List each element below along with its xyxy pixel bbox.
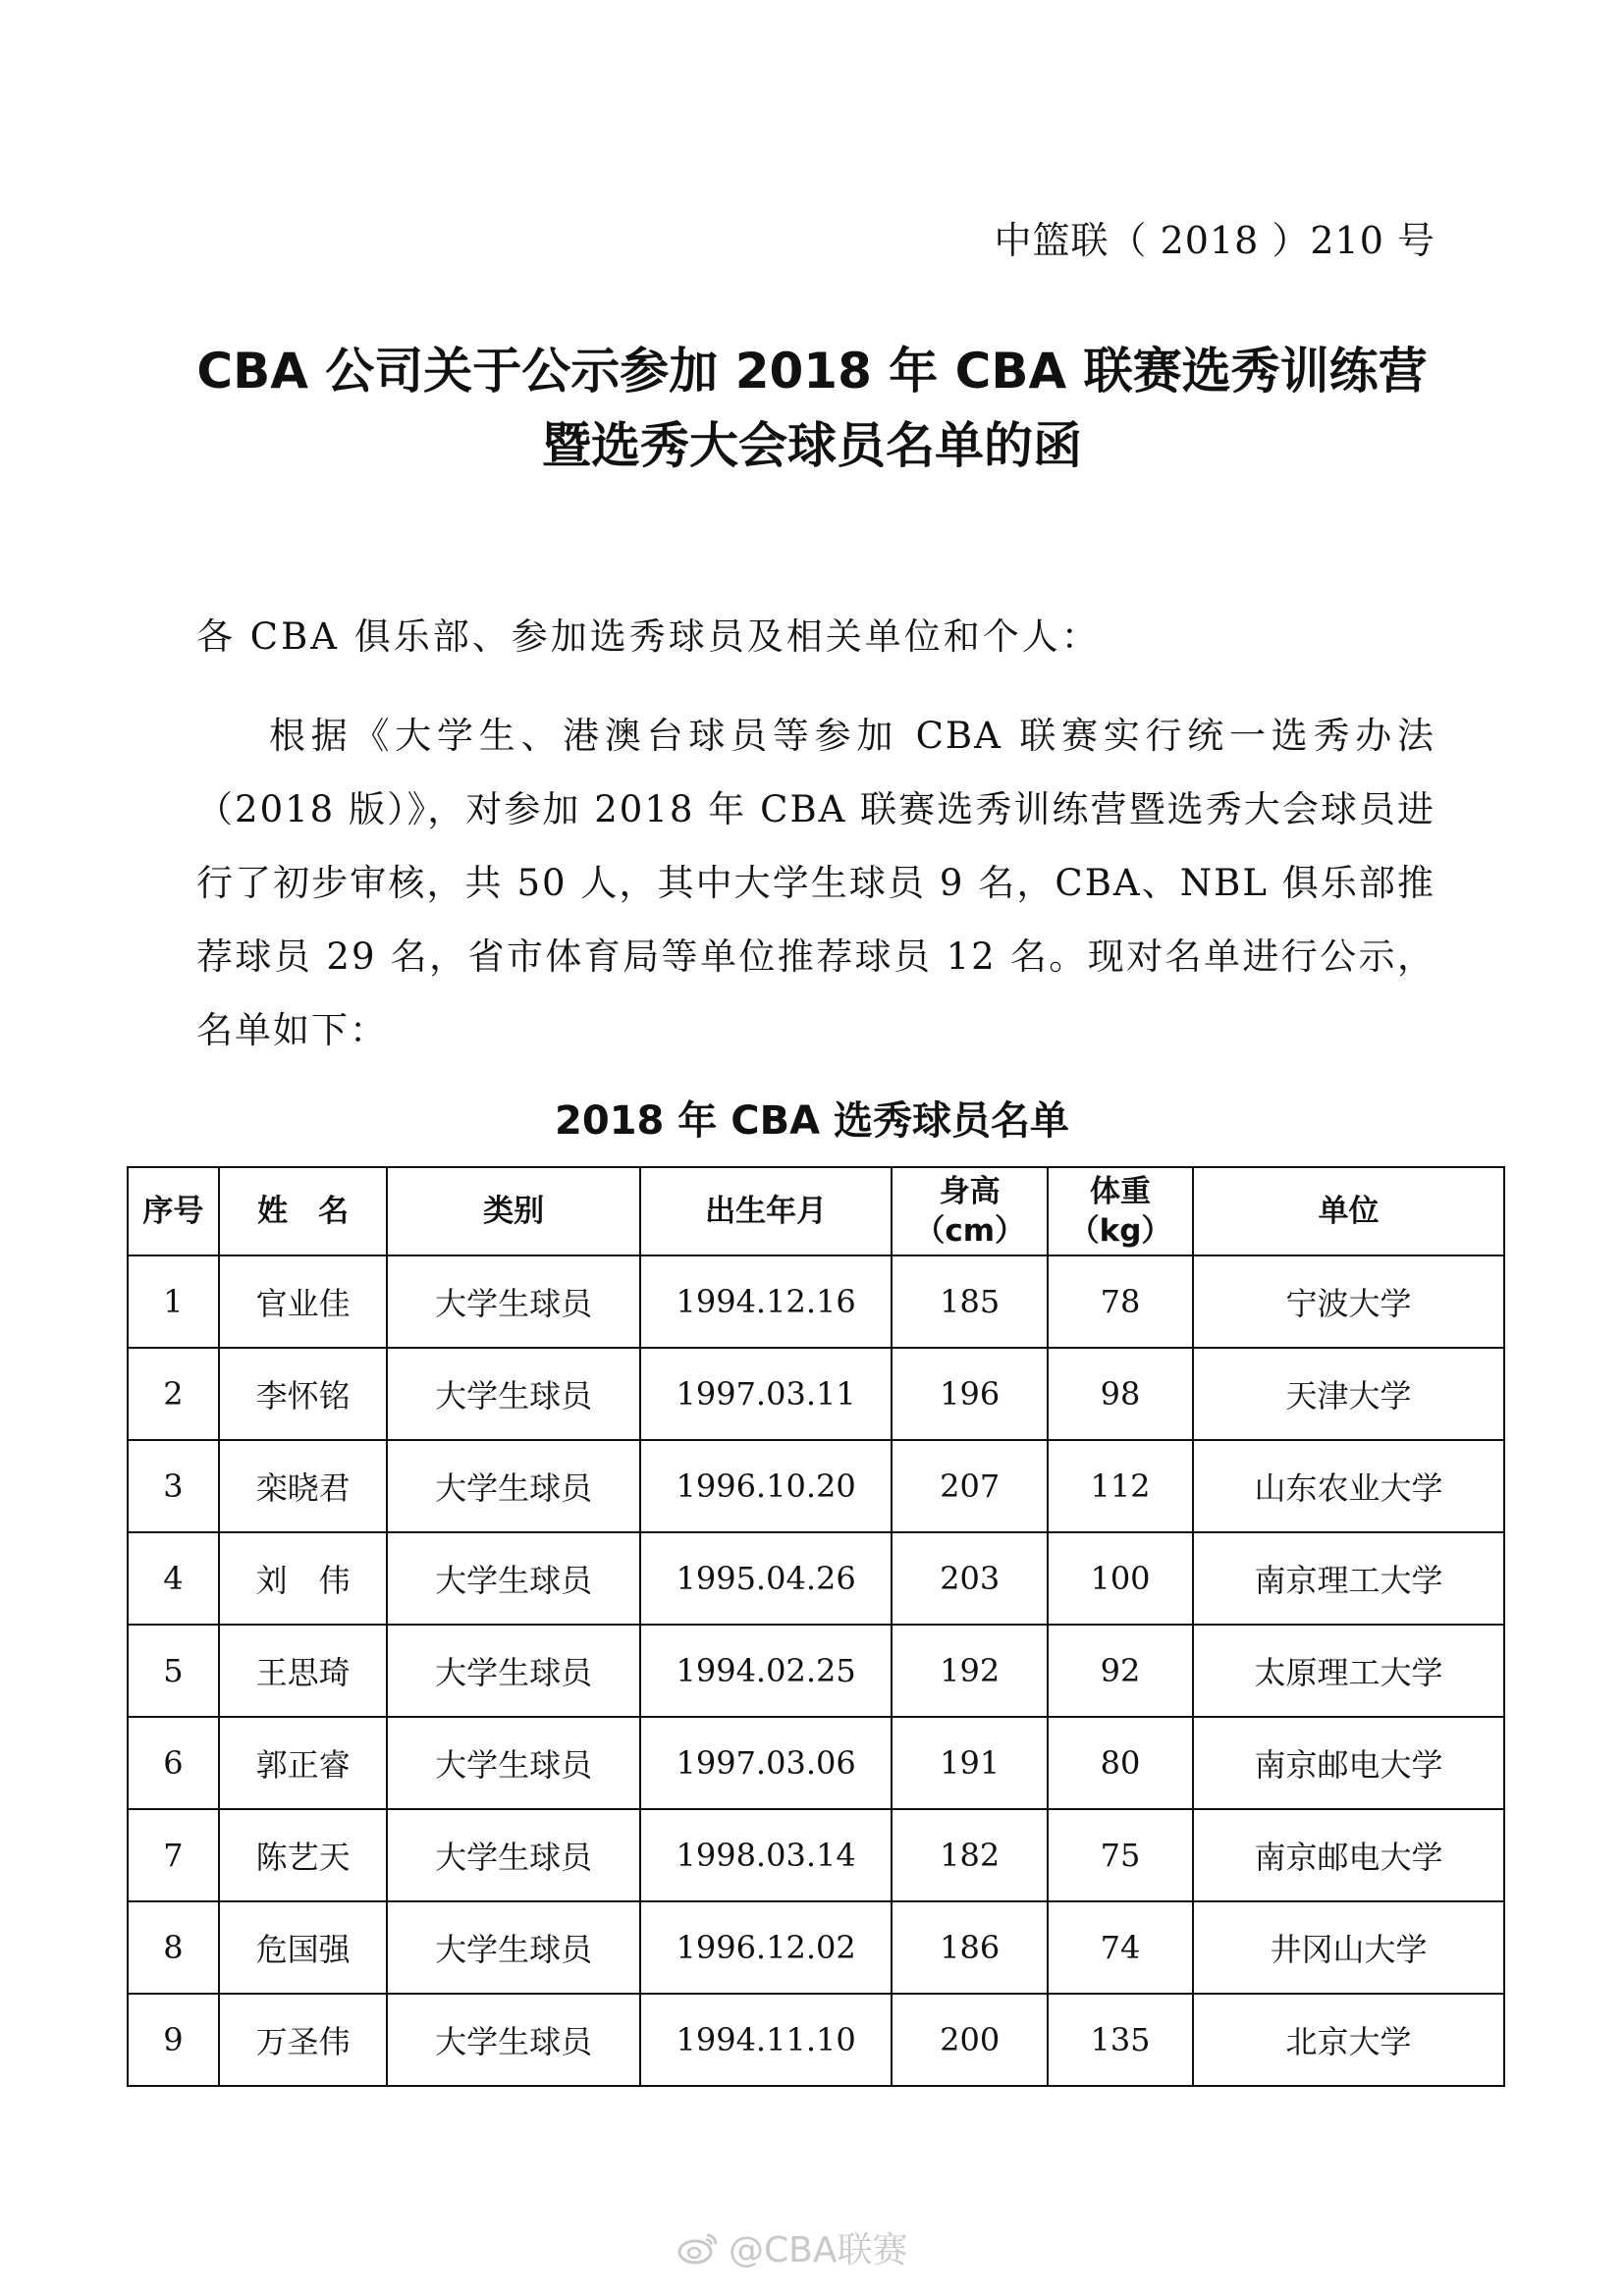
header-unit: 单位 [1193, 1167, 1504, 1255]
cell-index: 1 [128, 1255, 219, 1348]
cell-height: 207 [892, 1440, 1048, 1532]
cell-height: 185 [892, 1255, 1048, 1348]
cell-birthdate: 1998.03.14 [640, 1809, 892, 1901]
cell-name: 栾晓君 [219, 1440, 388, 1532]
weibo-icon [677, 2231, 719, 2265]
table-row [128, 1348, 1504, 1440]
header-category: 类别 [387, 1167, 639, 1255]
cell-index: 8 [128, 1901, 219, 1994]
cell-category: 大学生球员 [387, 1717, 639, 1809]
cell-unit: 南京理工大学 [1193, 1532, 1504, 1625]
cell-unit: 井冈山大学 [1193, 1901, 1504, 1994]
cell-category: 大学生球员 [387, 1440, 639, 1532]
cell-category: 大学生球员 [387, 1994, 639, 2086]
cell-name: 万圣伟 [219, 1994, 388, 2086]
cell-unit: 太原理工大学 [1193, 1625, 1504, 1717]
table-row [128, 1809, 1504, 1901]
cell-category: 大学生球员 [387, 1901, 639, 1994]
table-row [128, 1532, 1504, 1625]
header-birthdate: 出生年月 [640, 1167, 892, 1255]
cell-category: 大学生球员 [387, 1255, 639, 1348]
cell-height: 191 [892, 1717, 1048, 1809]
cell-birthdate: 1996.10.20 [640, 1440, 892, 1532]
title-line-2: 暨选秀大会球员名单的函 [542, 417, 1082, 474]
cell-weight: 92 [1048, 1625, 1193, 1717]
table-header-row [128, 1167, 1504, 1255]
cell-unit: 北京大学 [1193, 1994, 1504, 2086]
cell-weight: 100 [1048, 1532, 1193, 1625]
cell-category: 大学生球员 [387, 1809, 639, 1901]
cell-birthdate: 1994.12.16 [640, 1255, 892, 1348]
table-row [128, 1717, 1504, 1809]
header-height: 身高 （cm） [892, 1167, 1048, 1255]
header-weight: 体重 （kg） [1048, 1167, 1193, 1255]
cell-birthdate: 1996.12.02 [640, 1901, 892, 1994]
document-title [0, 334, 1624, 483]
cell-index: 6 [128, 1717, 219, 1809]
cell-name: 刘 伟 [219, 1532, 388, 1625]
cell-height: 182 [892, 1809, 1048, 1901]
cell-birthdate: 1994.02.25 [640, 1625, 892, 1717]
cell-weight: 74 [1048, 1901, 1193, 1994]
cell-name: 官业佳 [219, 1255, 388, 1348]
document-number: 中篮联（ 2018 ）210 号 [994, 219, 1435, 262]
cell-unit: 山东农业大学 [1193, 1440, 1504, 1532]
body-paragraph: 根据《大学生、港澳台球员等参加 CBA 联赛实行统一选秀办法（2018 版）》，对参加 2018 年 CBA 联赛选秀训练营暨选秀大会球员进行了初步审核，共 50 人，其中大学生球员 9 名，CBA、NBL 俱乐部推荐球员 29 名，省市体育局等单位推荐球员 12 名。现对名单进行公示，名单如下： [196, 715, 1435, 1051]
table-row [128, 1255, 1504, 1348]
cell-index: 9 [128, 1994, 219, 2086]
cell-index: 7 [128, 1809, 219, 1901]
table-title: 2018 年 CBA 选秀球员名单 [555, 1098, 1069, 1144]
cell-birthdate: 1997.03.06 [640, 1717, 892, 1809]
cell-name: 危国强 [219, 1901, 388, 1994]
player-table [127, 1166, 1505, 2087]
cell-category: 大学生球员 [387, 1348, 639, 1440]
cell-unit: 宁波大学 [1193, 1255, 1504, 1348]
cell-weight: 112 [1048, 1440, 1193, 1532]
cell-height: 200 [892, 1994, 1048, 2086]
table-row [128, 1994, 1504, 2086]
cell-weight: 135 [1048, 1994, 1193, 2086]
header-index: 序号 [128, 1167, 219, 1255]
cell-index: 2 [128, 1348, 219, 1440]
table-row [128, 1901, 1504, 1994]
weibo-watermark [677, 2222, 907, 2272]
cell-index: 3 [128, 1440, 219, 1532]
cell-category: 大学生球员 [387, 1532, 639, 1625]
cell-name: 陈艺天 [219, 1809, 388, 1901]
cell-height: 196 [892, 1348, 1048, 1440]
cell-unit: 天津大学 [1193, 1348, 1504, 1440]
cell-weight: 75 [1048, 1809, 1193, 1901]
header-name: 姓 名 [219, 1167, 388, 1255]
cell-name: 王思琦 [219, 1625, 388, 1717]
table-row [128, 1625, 1504, 1717]
cell-height: 186 [892, 1901, 1048, 1994]
cell-height: 192 [892, 1625, 1048, 1717]
cell-unit: 南京邮电大学 [1193, 1717, 1504, 1809]
cell-weight: 78 [1048, 1255, 1193, 1348]
cell-weight: 98 [1048, 1348, 1193, 1440]
cell-height: 203 [892, 1532, 1048, 1625]
cell-index: 4 [128, 1532, 219, 1625]
table-row [128, 1440, 1504, 1532]
cell-category: 大学生球员 [387, 1625, 639, 1717]
watermark-text: @CBA联赛 [729, 2230, 908, 2270]
cell-weight: 80 [1048, 1717, 1193, 1809]
cell-index: 5 [128, 1625, 219, 1717]
cell-unit: 南京邮电大学 [1193, 1809, 1504, 1901]
title-line-1: CBA 公司关于公示参加 2018 年 CBA 联赛选秀训练营 [196, 343, 1428, 400]
cell-birthdate: 1994.11.10 [640, 1994, 892, 2086]
salutation: 各 CBA 俱乐部、参加选秀球员及相关单位和个人： [196, 615, 1101, 658]
cell-name: 郭正睿 [219, 1717, 388, 1809]
body-text [196, 699, 1435, 1067]
cell-name: 李怀铭 [219, 1348, 388, 1440]
cell-birthdate: 1995.04.26 [640, 1532, 892, 1625]
cell-birthdate: 1997.03.11 [640, 1348, 892, 1440]
